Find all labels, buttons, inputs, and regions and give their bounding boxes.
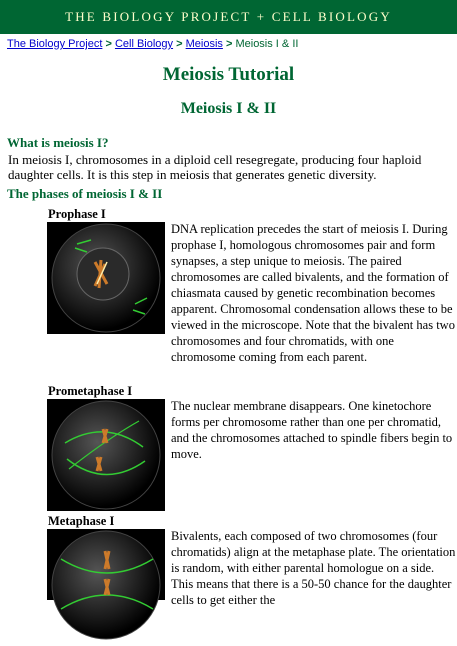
phase-label-prophase-i: Prophase I: [48, 207, 106, 221]
cell-metaphase-image: [47, 529, 165, 600]
breadcrumb-current: Meiosis I & II: [235, 38, 299, 50]
phase-text-metaphase-i: Bivalents, each composed of two chromosomes (four chromatids) align at the metaphase plate. The orientation is random, with either parental homologue on a side. This means that there is a 50-50 chance for the daughter cells to get either the: [171, 529, 456, 607]
section-heading-what-is-meiosis: What is meiosis I?: [7, 135, 109, 150]
phase-text-prophase-i: DNA replication precedes the start of meiosis I. During prophase I, homologous chromosomes pair and form synapses, a step unique to meiosis. The paired chromosomes are called bivalents, and the formation of chiasmata caused by genetic recombination becomes apparent. Chromosomal condensation allows these to be viewed in the microscope. Note that the bivalent has two chromosomes and four chromatids, with one chromosome coming from each parent.: [171, 222, 455, 364]
phase-label-metaphase-i: Metaphase I: [48, 514, 115, 528]
breadcrumb: [7, 38, 298, 50]
page-subtitle: Meiosis I & II: [180, 100, 277, 117]
page-title: Meiosis Tutorial: [162, 64, 295, 85]
breadcrumb-link-cell-biology[interactable]: Cell Biology: [114, 38, 174, 50]
cell-prometaphase-image: [47, 399, 165, 511]
breadcrumb-separator: >: [225, 38, 233, 50]
banner-title: THE BIOLOGY PROJECT + CELL BIOLOGY: [65, 9, 392, 24]
cell-prophase-image: [47, 222, 165, 334]
section-heading-phases: The phases of meiosis I & II: [7, 186, 163, 201]
breadcrumb-separator: >: [105, 38, 112, 50]
intro-paragraph: In meiosis I, chromosomes in a diploid cell resegregate, producing four haploid daughter cells. It is this step in meiosis that generates genetic diversity.: [8, 152, 422, 182]
breadcrumb-link-biology-project[interactable]: The Biology Project: [7, 38, 103, 50]
site-banner: [0, 0, 457, 34]
phase-text-prometaphase-i: The nuclear membrane disappears. One kinetochore forms per chromosome rather than one per chromatid, and the chromosomes attached to spindle fibers begin to move.: [171, 399, 453, 461]
breadcrumb-separator: >: [176, 38, 183, 50]
phase-label-prometaphase-i: Prometaphase I: [48, 384, 133, 398]
breadcrumb-link-meiosis[interactable]: Meiosis: [185, 38, 223, 50]
